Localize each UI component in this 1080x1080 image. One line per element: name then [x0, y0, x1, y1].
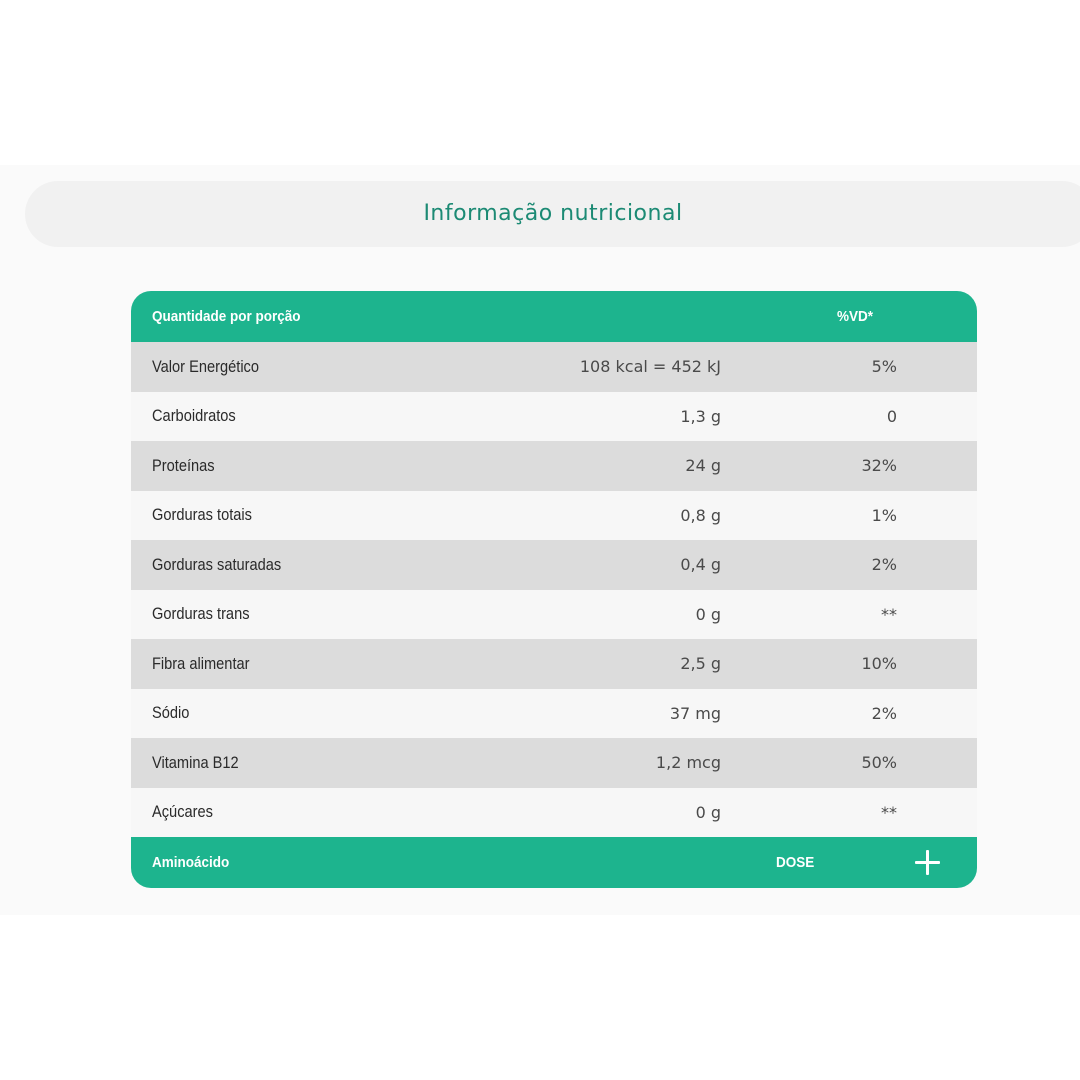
nutrient-daily-value: 1%	[871, 505, 897, 525]
nutrient-daily-value: 0	[886, 406, 897, 426]
nutrient-quantity: 0,8 g	[680, 505, 721, 525]
nutrient-quantity: 108 kcal = 452 kJ	[579, 357, 721, 377]
table-header	[131, 291, 977, 342]
table-row	[131, 540, 977, 590]
aminoacid-label: Aminoácido	[152, 854, 230, 871]
table-row	[131, 639, 977, 689]
nutrient-daily-value: 2%	[871, 703, 897, 723]
table-row	[131, 392, 977, 442]
nutrient-daily-value: 2%	[871, 555, 897, 575]
table-row	[131, 689, 977, 739]
nutrient-quantity: 0,4 g	[680, 555, 721, 575]
nutrient-name: Vitamina B12	[152, 752, 239, 772]
nutrient-name: Carboidratos	[152, 406, 236, 426]
nutrient-quantity: 2,5 g	[680, 654, 721, 674]
dose-label: DOSE	[776, 854, 815, 871]
nutrient-name: Fibra alimentar	[152, 653, 250, 673]
section-title: Informação nutricional	[423, 201, 683, 226]
nutrient-daily-value: 32%	[861, 456, 897, 476]
nutrient-quantity: 1,2 mcg	[655, 753, 721, 773]
nutrient-daily-value: **	[881, 802, 897, 822]
header-serving-label: Quantidade por porção	[152, 308, 301, 325]
table-row	[131, 342, 977, 392]
aminoacid-row[interactable]	[131, 837, 977, 888]
table-row	[131, 491, 977, 541]
table-row	[131, 441, 977, 491]
nutrient-quantity: 0 g	[695, 802, 721, 822]
header-vd-label: %VD*	[837, 308, 874, 325]
nutrient-quantity: 24 g	[685, 456, 721, 476]
nutrient-daily-value: 50%	[861, 753, 897, 773]
nutrient-name: Açúcares	[152, 802, 213, 822]
nutrient-daily-value: 10%	[861, 654, 897, 674]
nutrient-daily-value: 5%	[871, 357, 897, 377]
nutrient-name: Gorduras totais	[152, 505, 252, 525]
nutrient-quantity: 37 mg	[669, 703, 721, 723]
table-row	[131, 788, 977, 838]
nutrient-quantity: 0 g	[695, 604, 721, 624]
nutrient-daily-value: **	[881, 604, 897, 624]
table-row	[131, 738, 977, 788]
plus-icon[interactable]	[915, 850, 940, 875]
nutrient-name: Proteínas	[152, 455, 215, 475]
nutrient-name: Gorduras trans	[152, 604, 250, 624]
nutrient-name: Valor Energético	[152, 356, 260, 376]
nutrition-table	[131, 291, 977, 888]
nutrient-quantity: 1,3 g	[680, 406, 721, 426]
table-row	[131, 590, 977, 640]
nutrient-name: Gorduras saturadas	[152, 554, 282, 574]
nutrient-name: Sódio	[152, 703, 190, 723]
